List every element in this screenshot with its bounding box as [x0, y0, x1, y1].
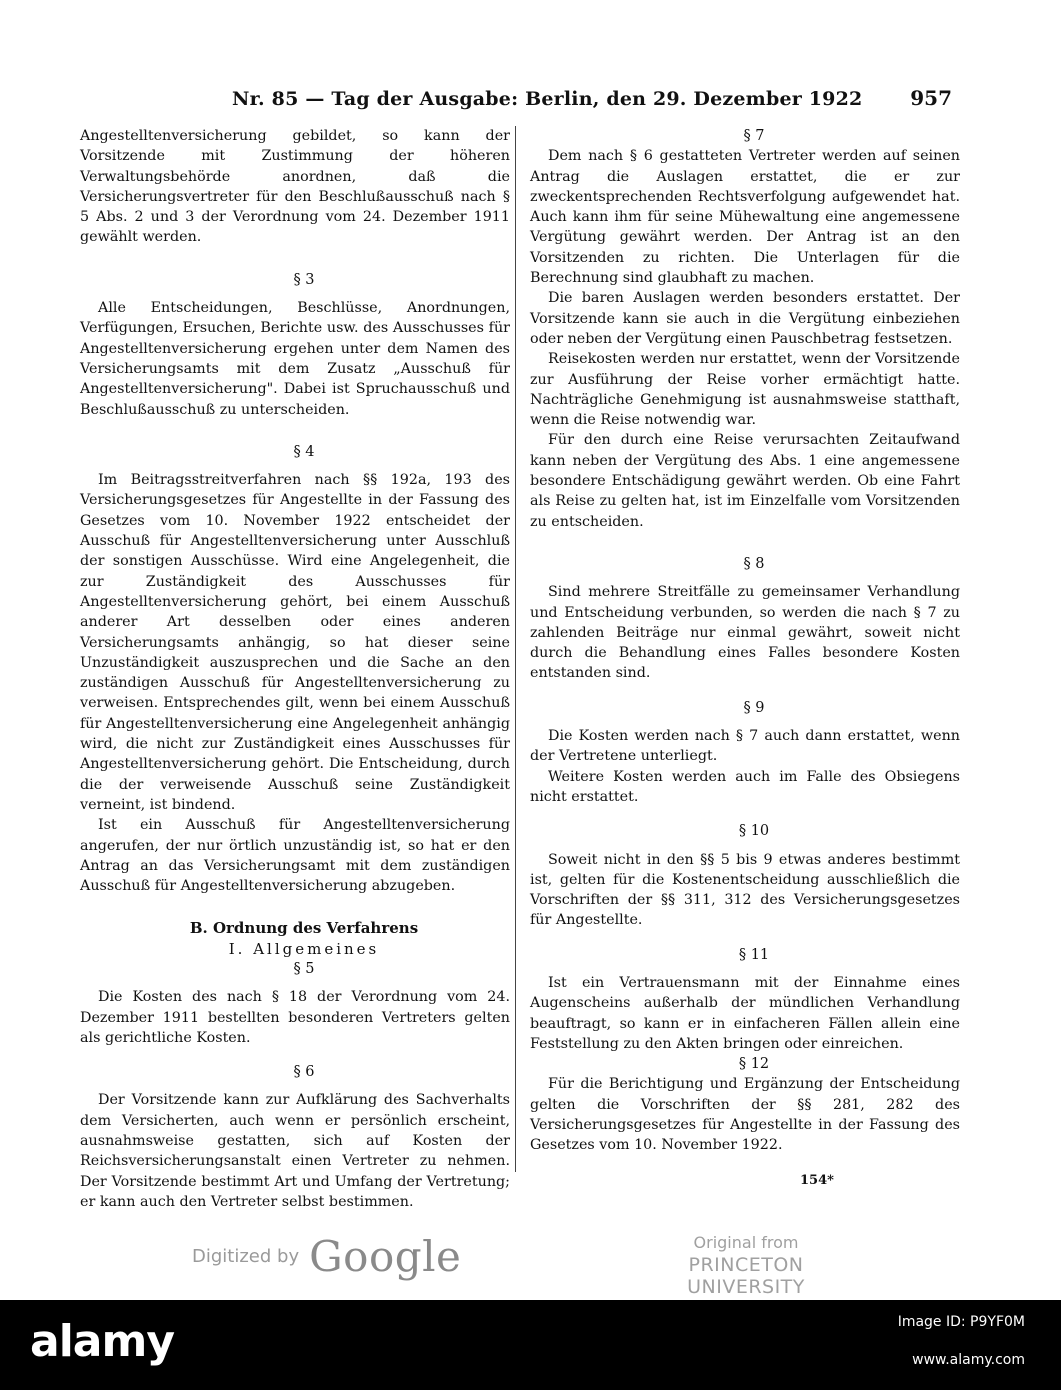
institution-name: PRINCETON UNIVERSITY — [687, 1254, 805, 1298]
paragraph: Die Kosten werden nach § 7 auch dann erstattet, wenn der Vertretene unterliegt. — [530, 728, 960, 765]
stock-footer-bar — [0, 1300, 1061, 1390]
alamy-logo[interactable] — [30, 1316, 174, 1367]
section-heading: § 7 — [743, 128, 765, 144]
page-header — [232, 86, 952, 110]
right-column — [530, 126, 960, 1156]
running-title: Nr. 85 — Tag der Ausgabe: Berlin, den 29. Dezember 1922 — [232, 88, 863, 110]
digitized-by-watermark — [192, 1232, 461, 1281]
paragraph: Die baren Auslagen werden besonders erstattet. Der Vorsitzende kann sie auch in die Vergütung einbeziehen oder neben der Vergütung einen Pauschbetrag festsetzen. — [530, 290, 960, 347]
section-heading: § 11 — [738, 946, 770, 963]
paragraph: Alle Entscheidungen, Beschlüsse, Anordnungen, Verfügungen, Ersuchen, Berichte usw. des Ausschusses für Angestelltenversicherung ergehen unter dem Namen des Versicherungsamts mit dem Zusatz „Ausschuß für Angestelltenversicherung". Dabei ist Spruchausschuß und Beschlußausschuß zu unterscheiden. — [80, 300, 510, 418]
subchapter-heading: I. Allgemeines — [228, 939, 380, 958]
section-heading: § 8 — [743, 555, 765, 572]
site-url[interactable]: www.alamy.com — [912, 1352, 1025, 1368]
paragraph: Ist ein Vertrauensmann mit der Einnahme eines Augenscheins außerhalb der mündlichen Verhandlung beauftragt, so kann er in einfacheren Fällen allein eine Feststellung zu den Akten bringen oder einreichen. — [530, 974, 960, 1052]
section-heading: § 9 — [743, 699, 765, 716]
original-label: Original from — [693, 1233, 799, 1252]
paragraph: Der Vorsitzende kann zur Aufklärung des Sachverhalts dem Versicherten, auch wenn er persönlich erscheint, ausnahmsweise gestatten, sich auf Kosten der Reichsversicherungsanstalt einen Vertreter zu nehmen. Der Vorsitzende bestimmt Art und Umfang der Vertretung; er kann auch den Vertreter selbst bestimmen. — [80, 1092, 510, 1210]
paragraph: Im Beitragsstreitverfahren nach §§ 192a, 193 des Versicherungsgesetzes für Angestellte in der Fassung des Gesetzes vom 10. November 1922 entscheidet der Ausschuß für Angestelltenversicherung unter Ausschluß der sonstigen Ausschüsse. Wird eine Angelegenheit, die zur Zuständigkeit des Ausschusses für Angestelltenversicherung gehört, bei einem Ausschuß anderer Art desselben oder eines anderen Versicherungsamts anhängig, so hat dieser seine Unzuständigkeit auszusprechen und die Sache an den zuständigen Ausschuß für Angestelltenversicherung zu verweisen. Entsprechendes gilt, wenn bei einem Ausschuß für Angestelltenversicherung eine Angelegenheit anhängig wird, die nicht zur Zuständigkeit eines Ausschusses für Angestelltenversicherung gehört. Die Entscheidung, durch die der verweisende Ausschuß seine Zuständigkeit verneint, ist bindend. — [80, 472, 510, 813]
section-heading: § 4 — [293, 443, 315, 460]
left-column — [80, 126, 510, 1212]
paragraph: Reisekosten werden nur erstattet, wenn der Vorsitzende zur Ausführung der Reise vorher ermächtigt hatte. Nachträgliche Genehmigung ist ausnahmsweise statthaft, wenn die Reise notwendig war. — [530, 351, 960, 429]
original-from-watermark — [628, 1233, 864, 1298]
section-heading: § 12 — [738, 1056, 770, 1073]
paragraph: Die Kosten des nach § 18 der Verordnung vom 24. Dezember 1911 bestellten besonderen Vertreters gelten als gerichtliche Kosten. — [80, 989, 510, 1046]
paragraph: Dem nach § 6 gestatteten Vertreter werden auf seinen Antrag die Auslagen erstattet, die er zur zweckentsprechenden Rechtsverfolgung aufgewendet hat. Auch kann ihm für seine Mühewaltung eine angemessene Vergütung gewährt werden. Der Antrag ist an den Vorsitzenden zu richten. Die Unterlagen für die Berechnung sind glaubhaft zu machen. — [530, 148, 960, 287]
paragraph: Für den durch eine Reise verursachten Zeitaufwand kann neben der Vergütung des Abs. 1 eine angemessene besondere Entschädigung gewährt werden. Ob eine Fahrt als Reise zu gelten hat, ist im Einzelfalle vom Vorsitzenden zu entscheiden. — [530, 432, 960, 530]
signature-mark: 154* — [800, 1173, 834, 1188]
paragraph: Sind mehrere Streitfälle zu gemeinsamer Verhandlung und Entscheidung verbunden, so werden die nach § 7 zu zahlenden Beiträge nur einmal gewährt, soweit nicht durch die Behandlung eines Falles besondere Kosten entstanden sind. — [530, 584, 960, 682]
section-heading: § 6 — [293, 1064, 315, 1081]
paragraph: Ist ein Ausschuß für Angestelltenversicherung angerufen, der nur örtlich unzuständig ist, so hat er den Antrag an das Versicherungsamt mit dem zuständigen Ausschuß für Angestelltenversicherung abzugeben. — [80, 817, 510, 895]
column-divider — [515, 126, 516, 1172]
paragraph: Für die Berichtigung und Ergänzung der Entscheidung gelten die Vorschriften der §§ 281, 282 des Versicherungsgesetzes für Angestellte in der Fassung des Gesetzes vom 10. November 1922. — [530, 1076, 960, 1154]
section-heading: § 3 — [293, 271, 315, 288]
paragraph: Angestelltenversicherung gebildet, so kann der Vorsitzende mit Zustimmung der höheren Verwaltungsbehörde anordnen, daß die Versicherungsvertreter für den Beschlußausschuß nach § 5 Abs. 2 und 3 der Verordnung vom 24. Dezember 1911 gewählt werden. — [80, 128, 510, 246]
section-heading: § 5 — [293, 960, 315, 977]
google-logo: Google — [309, 1232, 462, 1281]
section-heading: § 10 — [738, 823, 770, 840]
page-number: 957 — [910, 86, 952, 110]
digitized-label: Digitized by — [192, 1246, 300, 1267]
chapter-heading: B. Ordnung des Verfahrens — [189, 919, 419, 938]
image-id: Image ID: P9YF0M — [897, 1314, 1025, 1330]
alamy-wordmark: alamy — [30, 1316, 174, 1367]
paragraph: Soweit nicht in den §§ 5 bis 9 etwas anderes bestimmt ist, gelten für die Kostenentscheidung ausschließlich die Vorschriften der §§ 311, 312 des Versicherungsgesetzes für Angestellte. — [530, 851, 960, 929]
paragraph: Weitere Kosten werden auch im Falle des Obsiegens nicht erstattet. — [530, 768, 960, 805]
